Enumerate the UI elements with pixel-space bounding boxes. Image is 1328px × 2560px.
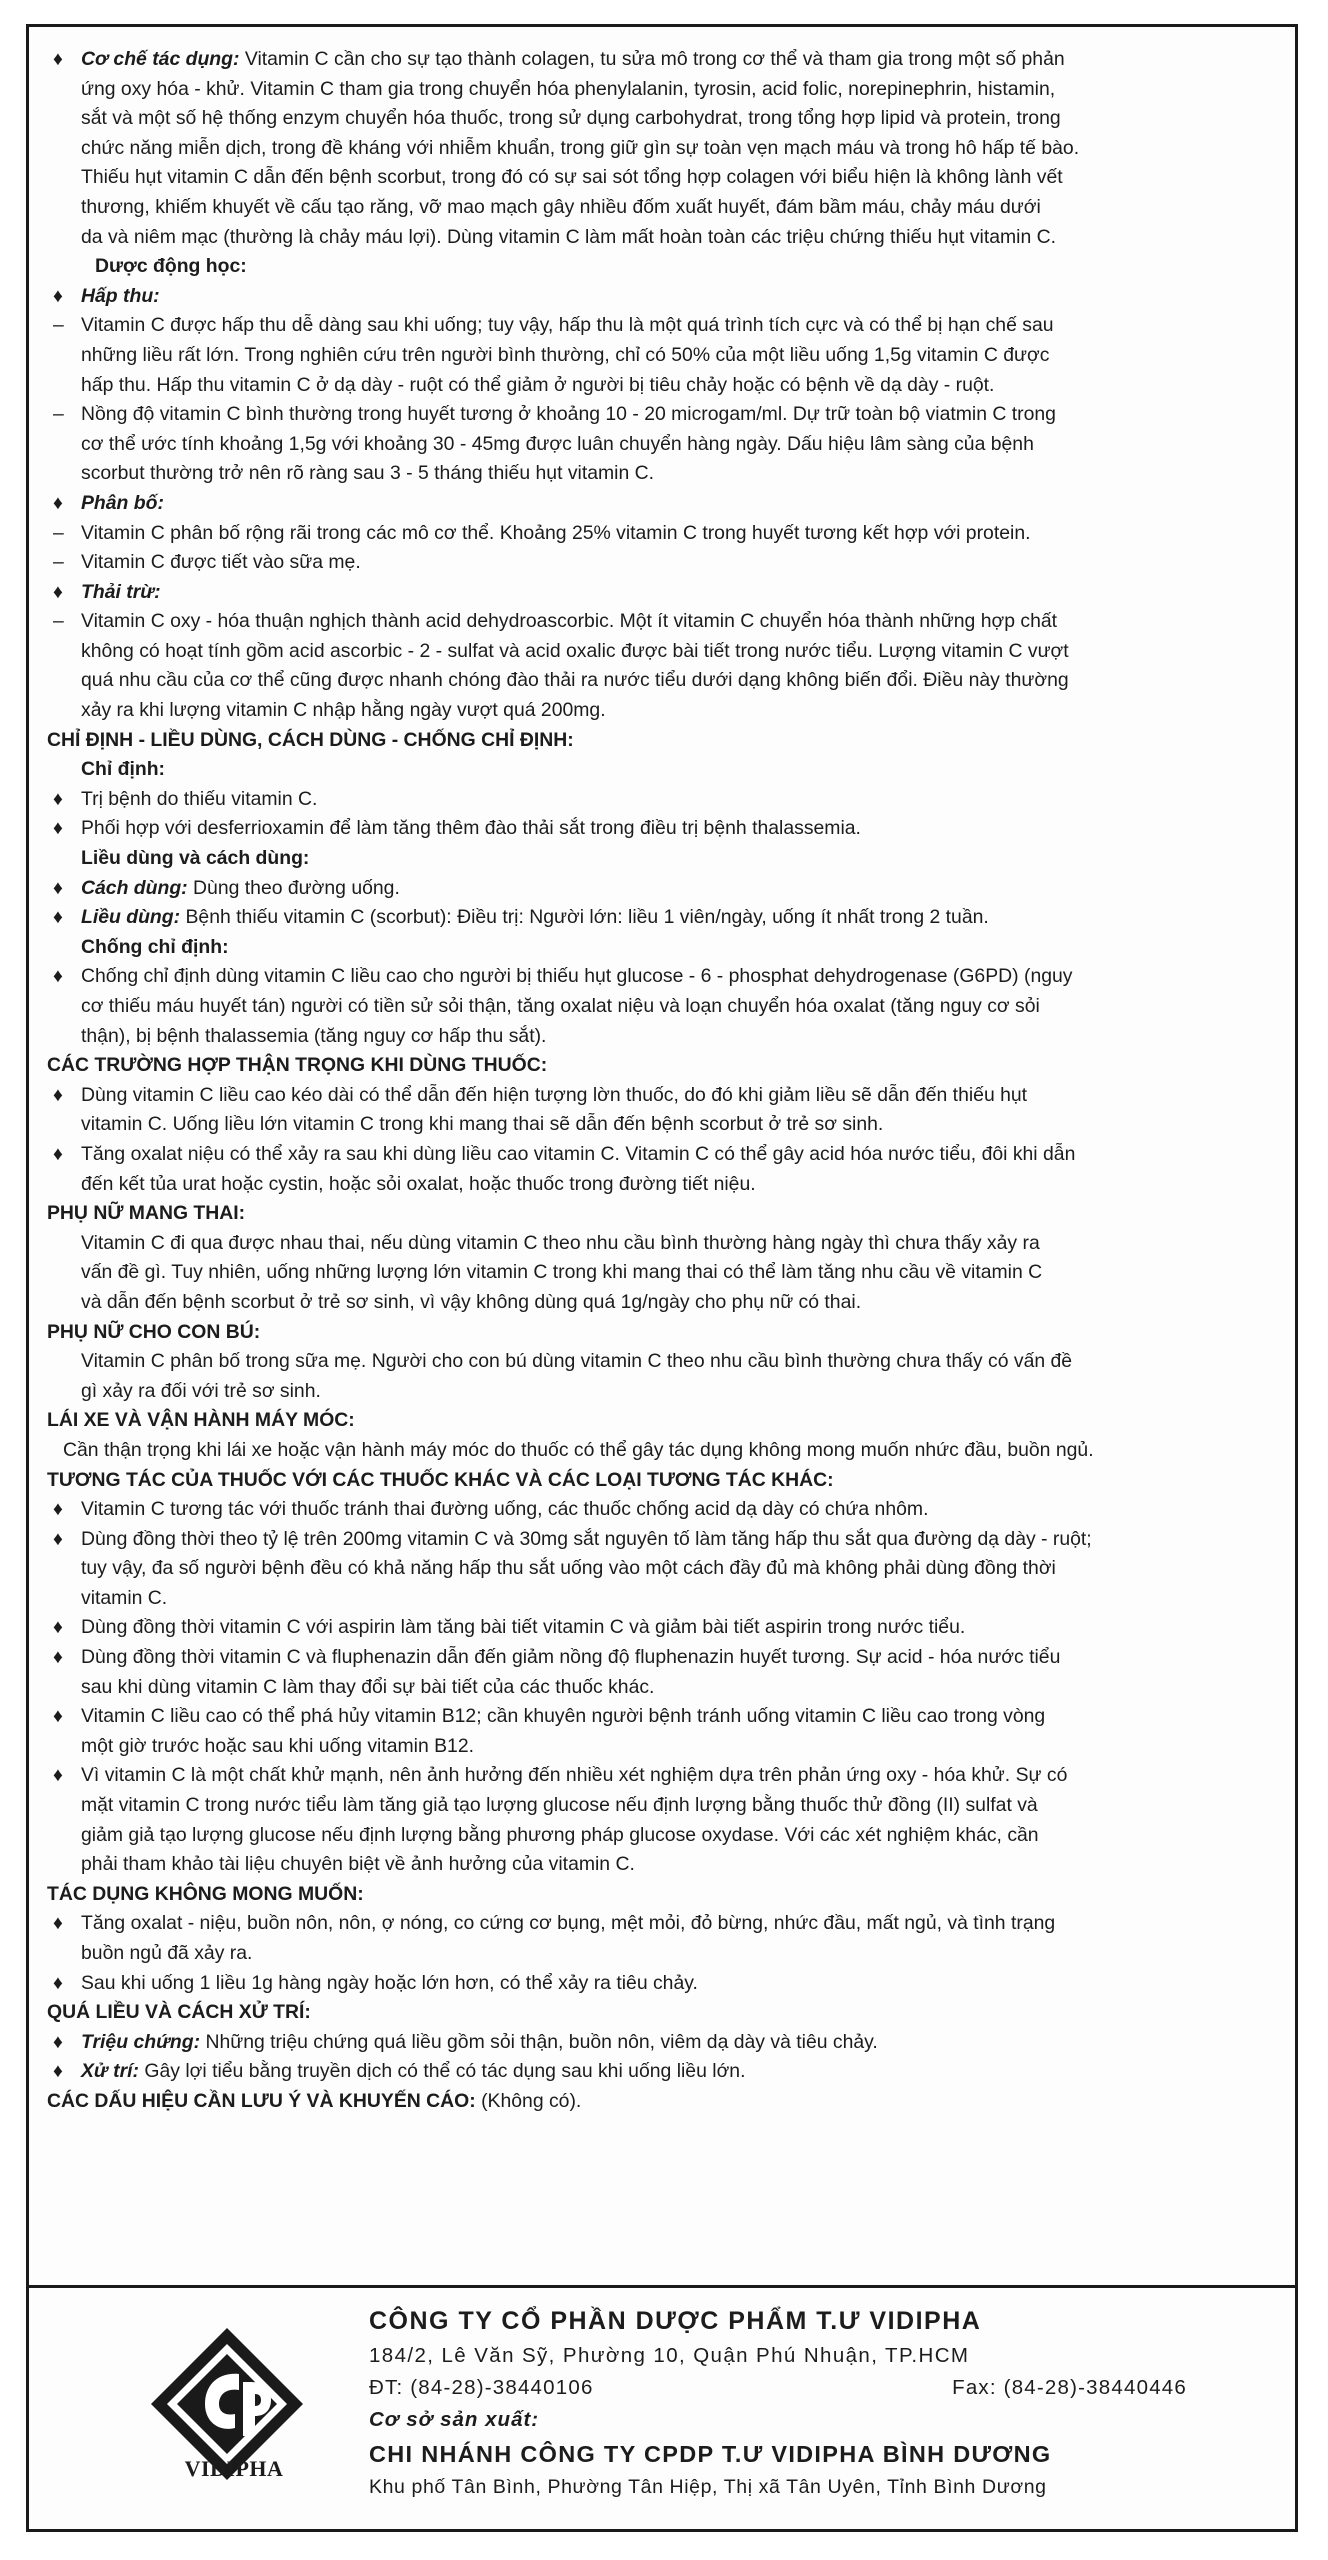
text-line: vấn đề gì. Tuy nhiên, uống những lượng lớn vitamin C trong khi mang thai có thể làm tăng nhu cầu về vitamin C xyxy=(81,1261,1043,1284)
text-line: Vitamin C được tiết vào sữa mẹ. xyxy=(81,551,361,574)
dash-mark: – xyxy=(53,551,64,574)
bullet-mark: ♦ xyxy=(53,1971,63,1994)
text-line: da và niêm mạc (thường là chảy máu lợi). Dùng vitamin C làm mất hoàn toàn các triệu chứng thiếu hụt vitamin C. xyxy=(81,225,1057,248)
text-line: (Không có). xyxy=(475,2089,582,2112)
section-heading: PHỤ NỮ CHO CON BÚ: xyxy=(47,1320,261,1343)
bullet-mark: ♦ xyxy=(53,1705,63,1728)
bullet-mark: ♦ xyxy=(53,284,63,307)
text-line: Trị bệnh do thiếu vitamin C. xyxy=(81,787,318,810)
text-line: Dùng vitamin C liều cao kéo dài có thể dẫn đến hiện tượng lờn thuốc, do đó khi giảm liều sẽ dẫn đến thiếu hụt xyxy=(81,1083,1028,1106)
leaflet-body xyxy=(47,45,1281,2117)
distribution-label: Phân bố: xyxy=(81,491,164,514)
branch-address: Khu phố Tân Bình, Phường Tân Hiệp, Thị xã Tân Uyên, Tỉnh Bình Dương xyxy=(369,2476,1047,2498)
text-line: Cần thận trọng khi lái xe hoặc vận hành máy móc do thuốc có thể gây tác dụng không mong muốn nhức đầu, buồn ngủ. xyxy=(63,1438,1094,1461)
text-line: gì xảy ra đối với trẻ sơ sinh. xyxy=(81,1379,321,1402)
dash-mark: – xyxy=(53,521,64,544)
pharmacokinetics-title: Dược động học: xyxy=(95,255,247,278)
logo-text: VIDIPHA xyxy=(184,2456,284,2481)
text-line: xảy ra khi lượng vitamin C nhập hằng ngày vượt quá 200mg. xyxy=(81,699,606,722)
text-line: sắt và một số hệ thống enzym chuyển hóa thuốc, trong sử dụng carbohydrat, trong tổng hợp lipid và protein, trong xyxy=(81,107,1061,130)
text-line: Dùng theo đường uống. xyxy=(187,876,400,899)
mechanism-label: Cơ chế tác dụng: xyxy=(81,48,240,70)
text-line: quá nhu cầu của cơ thể cũng được nhanh chóng đào thải ra nước tiểu dưới dạng không biến đổi. Điều này thường xyxy=(81,669,1069,692)
treatment-label: Xử trí: xyxy=(81,2060,140,2083)
indications-title: Chỉ định: xyxy=(81,758,166,781)
text-line: mặt vitamin C trong nước tiểu làm tăng giả tạo lượng glucose nếu định lượng bằng thuốc thử đồng (II) sulfat và xyxy=(81,1794,1038,1817)
text-line: Vitamin C liều cao có thể phá hủy vitamin B12; cần khuyên người bệnh tránh uống vitamin C liều cao trong vòng xyxy=(81,1705,1046,1728)
text-line: Gây lợi tiểu bằng truyền dịch có thể có tác dụng sau khi uống liều lớn. xyxy=(139,2060,746,2083)
text-line: ứng oxy hóa - khử. Vitamin C tham gia trong chuyển hóa phenylalanin, tyrosin, acid folic, norepinephrin, histamin, xyxy=(81,77,1056,100)
text-line: buồn ngủ đã xảy ra. xyxy=(81,1942,253,1964)
usage-label: Cách dùng: xyxy=(81,876,188,899)
text-line: Nồng độ vitamin C bình thường trong huyết tương ở khoảng 10 - 20 microgam/ml. Dự trữ toàn bộ viatmin C trong xyxy=(81,403,1056,426)
section-heading: TÁC DỤNG KHÔNG MONG MUỐN: xyxy=(47,1882,364,1905)
text-line: Vitamin C oxy - hóa thuận nghịch thành acid dehydroascorbic. Một ít vitamin C chuyển hóa thành những hợp chất xyxy=(81,610,1058,633)
bullet-mark: ♦ xyxy=(53,876,63,899)
text-line: vitamin C. Uống liều lớn vitamin C trong khi mang thai sẽ dẫn đến bệnh scorbut ở trẻ sơ sinh. xyxy=(81,1113,884,1136)
section-heading: CHỈ ĐỊNH - LIỀU DÙNG, CÁCH DÙNG - CHỐNG CHỈ ĐỊNH: xyxy=(47,728,574,751)
text-line: phải tham khảo tài liệu chuyên biệt về ảnh hưởng của vitamin C. xyxy=(81,1853,635,1876)
text-line: Dùng đồng thời theo tỷ lệ trên 200mg vitamin C và 30mg sắt nguyên tố làm tăng hấp thu sắt qua đường dạ dày - ruột; xyxy=(81,1527,1092,1550)
text-line: Bệnh thiếu vitamin C (scorbut): Điều trị: Người lớn: liều 1 viên/ngày, uống ít nhất trong 2 tuần. xyxy=(180,906,989,929)
bullet-mark: ♦ xyxy=(53,1646,63,1669)
leaflet-page xyxy=(26,24,1298,2532)
company-fax: Fax: (84-28)-38440446 xyxy=(952,2376,1187,2399)
text-line: Vì vitamin C là một chất khử mạnh, nên ảnh hưởng đến nhiều xét nghiệm dựa trên phản ứng oxy - hóa khử. Sự có xyxy=(81,1764,1068,1787)
section-heading: PHỤ NỮ MANG THAI: xyxy=(47,1202,246,1225)
bullet-mark: ♦ xyxy=(53,1527,63,1550)
text-line: chức năng miễn dịch, trong đề kháng với nhiễm khuẩn, trong giữ gìn sự toàn vẹn mạch máu và trong hô hấp tế bào. xyxy=(81,136,1080,159)
text-line: Vitamin C được hấp thu dễ dàng sau khi uống; tuy vậy, hấp thu là một quá trình tích cực và có thể bị hạn chế sau xyxy=(81,314,1054,337)
section-heading: CÁC DẤU HIỆU CẦN LƯU Ý VÀ KHUYẾN CÁO: xyxy=(47,2089,476,2112)
mechanism-section xyxy=(47,45,1281,252)
text-line: những liều rất lớn. Trong nghiên cứu trên người bình thường, chỉ có 50% của một liều uống 1,5g vitamin C được xyxy=(81,343,1050,366)
text-line: Những triệu chứng quá liều gồm sỏi thận, buồn nôn, viêm dạ dày và tiêu chảy. xyxy=(200,2030,878,2053)
text-line: không có hoạt tính gồm acid ascorbic - 2 - sulfat và acid oxalic được bài tiết trong nước tiểu. Lượng vitamin C vượt xyxy=(81,639,1069,662)
bullet-mark: ♦ xyxy=(53,48,63,70)
bullet-mark: ♦ xyxy=(53,965,63,988)
bullet-mark: ♦ xyxy=(53,2060,63,2083)
text-line: vitamin C. xyxy=(81,1586,168,1609)
dash-mark: – xyxy=(53,403,64,426)
text-line: hấp thu. Hấp thu vitamin C ở dạ dày - ruột có thể giảm ở người bị tiêu chảy hoặc có bệnh về dạ dày - ruột. xyxy=(81,373,995,396)
bullet-mark: ♦ xyxy=(53,2030,63,2053)
text-line: Sau khi uống 1 liều 1g hàng ngày hoặc lớn hơn, có thể xảy ra tiêu chảy. xyxy=(81,1971,698,1994)
text-line: giảm giả tạo lượng glucose nếu định lượng bằng phương pháp glucose oxydase. Với các xét nghiệm khác, cần xyxy=(81,1823,1039,1846)
bullet-mark: ♦ xyxy=(53,1083,63,1106)
elimination-label: Thải trừ: xyxy=(81,580,161,603)
bullet-mark: ♦ xyxy=(53,817,63,840)
text-line: sau khi dùng vitamin C làm thay đổi sự bài tiết của các thuốc khác. xyxy=(81,1675,655,1698)
text-line: thận), bị bệnh thalassemia (tăng nguy cơ hấp thu sắt). xyxy=(81,1024,547,1047)
company-address: 184/2, Lê Văn Sỹ, Phường 10, Quận Phú Nhuận, TP.HCM xyxy=(369,2344,970,2367)
text-line: cơ thiếu máu huyết tán) người có tiền sử sỏi thận, tăng oxalat niệu và loạn chuyển hóa oxalat (tăng nguy cơ sỏi xyxy=(81,995,1040,1017)
dash-mark: – xyxy=(53,314,64,337)
dose-label: Liều dùng: xyxy=(81,906,181,929)
bullet-mark: ♦ xyxy=(53,1498,63,1521)
text-line: Chống chỉ định dùng vitamin C liều cao cho người bị thiếu hụt glucose - 6 - phosphat dehydrogenase (G6PD) (nguy xyxy=(81,965,1073,988)
company-info xyxy=(369,2302,1249,2502)
bullet-mark: ♦ xyxy=(53,1142,63,1165)
text-line: Vitamin C đi qua được nhau thai, nếu dùng vitamin C theo nhu cầu bình thường hàng ngày thì chưa thấy xảy ra xyxy=(81,1231,1040,1254)
symptoms-label: Triệu chứng: xyxy=(81,2030,201,2053)
bullet-mark: ♦ xyxy=(53,580,63,603)
text-line: Tăng oxalat - niệu, buồn nôn, nôn, ợ nóng, co cứng cơ bụng, mệt mỏi, đỏ bừng, nhức đầu, mất ngủ, và tình trạng xyxy=(81,1912,1056,1935)
factory-label: Cơ sở sản xuất: xyxy=(369,2408,540,2431)
text-line: Vitamin C cần cho sự tạo thành colagen, tu sửa mô trong cơ thể và tham gia trong một số phản xyxy=(239,48,1065,70)
absorption-label: Hấp thu: xyxy=(81,284,160,307)
text-line: cơ thể ước tính khoảng 1,5g với khoảng 30 - 45mg được luân chuyển hàng ngày. Dấu hiệu lâm sàng của bệnh xyxy=(81,432,1034,455)
section-heading: CÁC TRƯỜNG HỢP THẬN TRỌNG KHI DÙNG THUỐC: xyxy=(47,1054,548,1077)
company-phone: ĐT: (84-28)-38440106 xyxy=(369,2376,594,2399)
bullet-mark: ♦ xyxy=(53,1764,63,1787)
dosage-title: Liều dùng và cách dùng: xyxy=(81,847,310,870)
text-line: tuy vậy, đa số người bệnh đều có khả năng hấp thu sắt uống vào một cách đầy đủ mà không phải dùng đồng thời xyxy=(81,1557,1056,1580)
text-line: Thiếu hụt vitamin C dẫn đến bệnh scorbut, trong đó có sự sai sót tổng hợp colagen với biểu hiện là không lành vết xyxy=(81,166,1063,189)
company-name: CÔNG TY CỔ PHẦN DƯỢC PHẨM T.Ư VIDIPHA xyxy=(369,2307,982,2335)
text-line: và dẫn đến bệnh scorbut ở trẻ sơ sinh, vì vậy không dùng quá 1g/ngày cho phụ nữ có thai. xyxy=(81,1290,862,1313)
bullet-mark: ♦ xyxy=(53,787,63,810)
text-line: Phối hợp với desferrioxamin để làm tăng thêm đào thải sắt trong điều trị bệnh thalassemia. xyxy=(81,817,861,840)
section-heading: LÁI XE VÀ VẬN HÀNH MÁY MÓC: xyxy=(47,1409,355,1432)
text-line: Vitamin C tương tác với thuốc tránh thai đường uống, các thuốc chống acid dạ dày có chứa nhôm. xyxy=(81,1498,929,1521)
bullet-mark: ♦ xyxy=(53,1912,63,1935)
text-line: thương, khiếm khuyết về cấu tạo răng, vỡ mao mạch gây nhiều đốm xuất huyết, đám bầm máu, chảy máu dưới xyxy=(81,195,1041,218)
text-line: Dùng đồng thời vitamin C và fluphenazin dẫn đến giảm nồng độ fluphenazin huyết tương. Sự acid - hóa nước tiểu xyxy=(81,1646,1061,1669)
contraindications-title: Chống chỉ định: xyxy=(81,935,229,958)
bullet-mark: ♦ xyxy=(53,906,63,929)
text-line: Vitamin C phân bố trong sữa mẹ. Người cho con bú dùng vitamin C theo nhu cầu bình thường chưa thấy có vấn đề xyxy=(81,1350,1073,1373)
section-heading: TƯƠNG TÁC CỦA THUỐC VỚI CÁC THUỐC KHÁC VÀ CÁC LOẠI TƯƠNG TÁC KHÁC: xyxy=(47,1468,834,1491)
dash-mark: – xyxy=(53,610,64,633)
text-line: đến kết tủa urat hoặc cystin, hoặc sỏi oxalat, hoặc thuốc trong đường tiết niệu. xyxy=(81,1172,756,1195)
branch-name: CHI NHÁNH CÔNG TY CPDP T.Ư VIDIPHA BÌNH DƯƠNG xyxy=(369,2441,1052,2467)
text-line: Vitamin C phân bố rộng rãi trong các mô cơ thể. Khoảng 25% vitamin C trong huyết tương kết hợp với protein. xyxy=(81,521,1031,544)
text-line: Dùng đồng thời vitamin C với aspirin làm tăng bài tiết vitamin C và giảm bài tiết aspirin trong nước tiểu. xyxy=(81,1616,966,1639)
text-line: Tăng oxalat niệu có thể xảy ra sau khi dùng liều cao vitamin C. Vitamin C có thể gây acid hóa nước tiểu, đôi khi dẫn xyxy=(81,1142,1076,1165)
bullet-mark: ♦ xyxy=(53,491,63,514)
section-heading: QUÁ LIỀU VÀ CÁCH XỬ TRÍ: xyxy=(47,2001,311,2024)
text-line: scorbut thường trở nên rõ ràng sau 3 - 5 tháng thiếu hụt vitamin C. xyxy=(81,462,655,485)
text-line: một giờ trước hoặc sau khi uống vitamin B12. xyxy=(81,1734,475,1757)
company-footer xyxy=(29,2285,1295,2535)
bullet-mark: ♦ xyxy=(53,1616,63,1639)
